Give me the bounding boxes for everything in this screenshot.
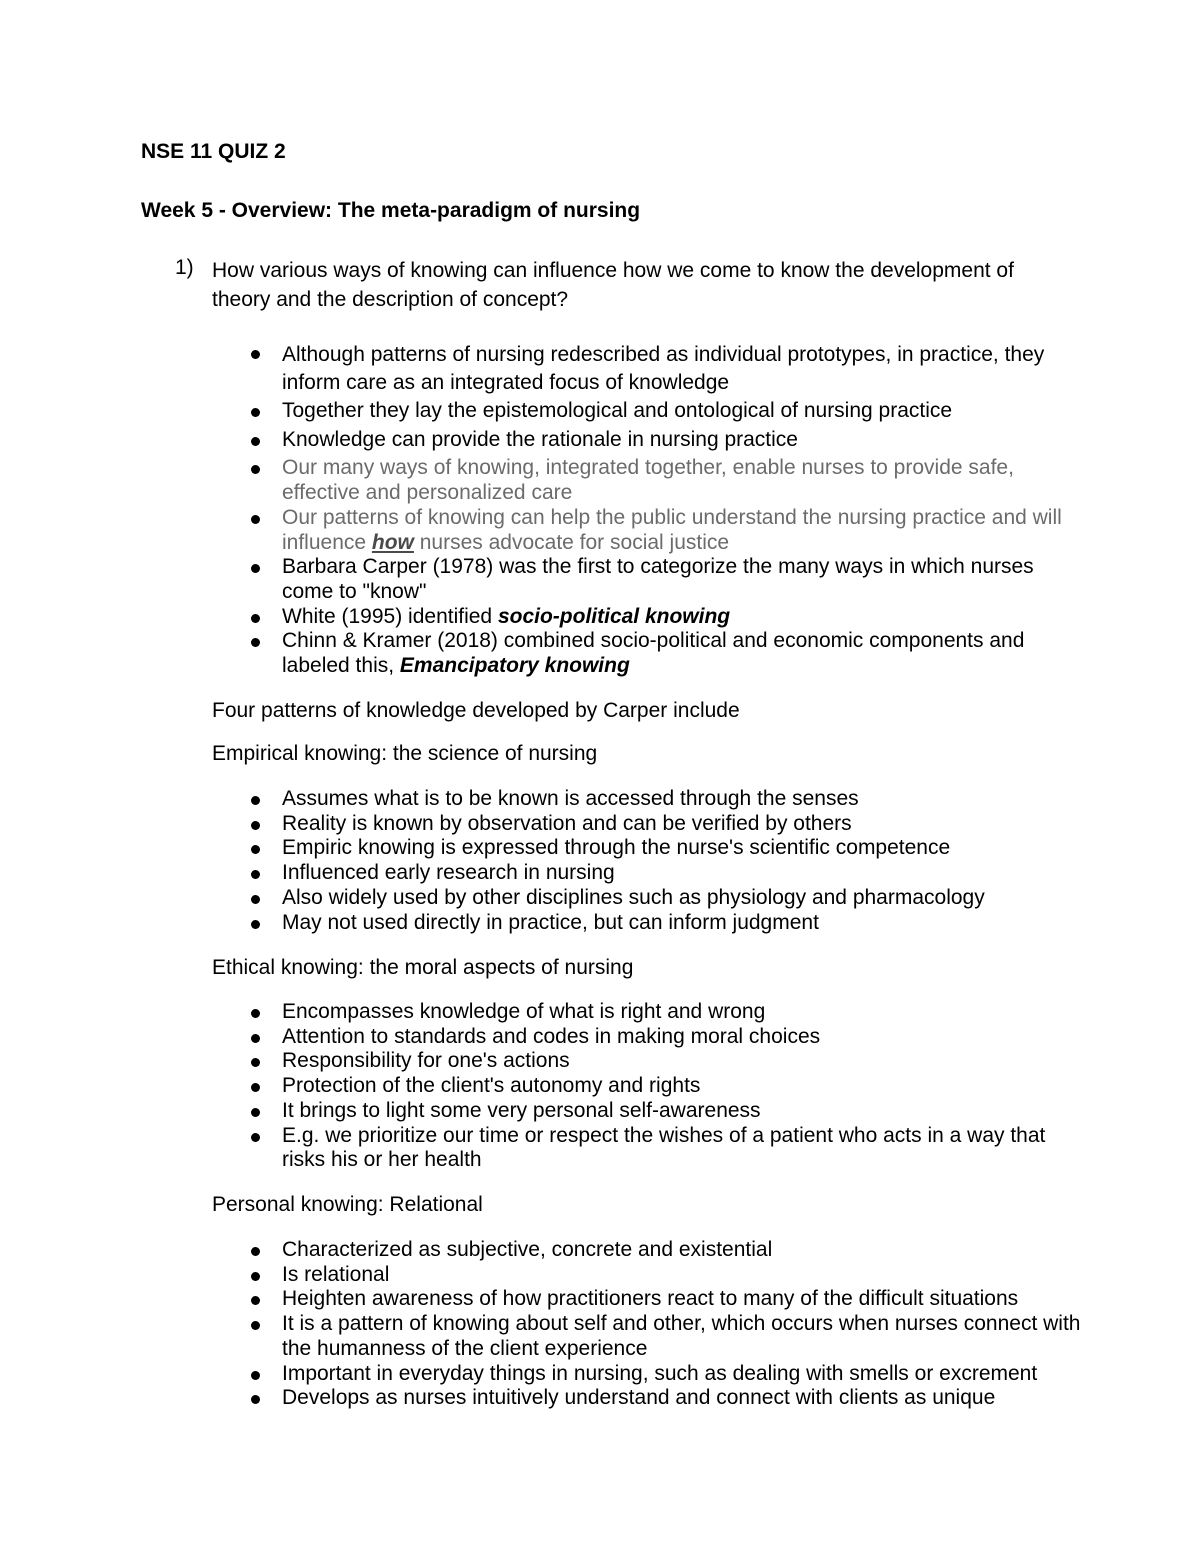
bullet-icon (251, 1321, 260, 1330)
personal-list (282, 1238, 1082, 1411)
bullet-icon (251, 465, 260, 474)
bullet-icon (251, 870, 260, 879)
list-item: Heighten awareness of how practitioners react to many of the difficult situations (282, 1287, 1082, 1312)
bullet-icon (251, 895, 260, 904)
list-item: Responsibility for one's actions (282, 1049, 1082, 1074)
empirical-heading: Empirical knowing: the science of nursing (212, 742, 598, 765)
list-item: Is relational (282, 1263, 1082, 1288)
list-item: Chinn & Kramer (2018) combined socio-political and economic components and labeled this, Emancipatory knowing (282, 629, 1082, 678)
list-item: Attention to standards and codes in making moral choices (282, 1025, 1082, 1050)
question-text: How various ways of knowing can influence how we come to know the development of theory and the description of concept? (212, 259, 1014, 311)
week-heading: Week 5 - Overview: The meta-paradigm of nursing (141, 199, 641, 222)
document-title: NSE 11 QUIZ 2 (141, 140, 286, 163)
list-item: Reality is known by observation and can be verified by others (282, 812, 1082, 837)
bullet-icon (251, 614, 260, 623)
bullet-icon (251, 350, 260, 359)
bullet-icon (251, 515, 260, 524)
list-item: Develops as nurses intuitively understand and connect with clients as unique (282, 1386, 1082, 1411)
bullet-icon (251, 1247, 260, 1256)
emphasis-emancipatory: Emancipatory knowing (399, 654, 630, 678)
list-item: Although patterns of nursing redescribed as individual prototypes, in practice, they inform care as an integrated focus of knowledge (282, 341, 1082, 397)
list-item: Knowledge can provide the rationale in nursing practice (282, 428, 1082, 453)
bullet-icon (251, 564, 260, 573)
list-item: May not used directly in practice, but can inform judgment (282, 911, 1082, 936)
list-item: Assumes what is to be known is accessed through the senses (282, 787, 1082, 812)
bullet-icon (251, 1133, 260, 1142)
list-item: Barbara Carper (1978) was the first to categorize the many ways in which nurses come to "know" (282, 555, 1082, 604)
list-item: Empiric knowing is expressed through the nurse's scientific competence (282, 836, 1082, 861)
list-item: Characterized as subjective, concrete and existential (282, 1238, 1082, 1263)
patterns-intro: Four patterns of knowledge developed by Carper include (212, 699, 740, 722)
bullet-icon (251, 1009, 260, 1018)
bullet-icon (251, 1296, 260, 1305)
bullet-icon (251, 638, 260, 647)
bullet-icon (251, 408, 260, 417)
bullet-icon (251, 1371, 260, 1380)
emphasis-how: how (371, 530, 414, 554)
list-item: Influenced early research in nursing (282, 861, 1082, 886)
emphasis-socio-political: socio-political knowing (497, 604, 731, 628)
bullet-icon (251, 845, 260, 854)
bullet-icon (251, 1034, 260, 1043)
list-item: Our many ways of knowing, integrated together, enable nurses to provide safe, effective and personalized care (282, 456, 1082, 505)
ethical-heading: Ethical knowing: the moral aspects of nursing (212, 956, 634, 979)
personal-heading: Personal knowing: Relational (212, 1193, 483, 1216)
list-item: It is a pattern of knowing about self and other, which occurs when nurses connect with the humanness of the client experience (282, 1312, 1082, 1361)
list-item: Important in everyday things in nursing, such as dealing with smells or excrement (282, 1362, 1082, 1387)
bullet-icon (251, 1272, 260, 1281)
question-number: 1) (175, 256, 194, 279)
bullet-icon (251, 1395, 260, 1404)
bullet-icon (251, 821, 260, 830)
bullet-icon (251, 796, 260, 805)
empirical-list (282, 787, 1082, 935)
bullet-icon (251, 920, 260, 929)
bullet-icon (251, 1058, 260, 1067)
list-item: It brings to light some very personal self-awareness (282, 1099, 1082, 1124)
list-item: E.g. we prioritize our time or respect the wishes of a patient who acts in a way that risks his or her health (282, 1124, 1082, 1173)
bullet-icon (251, 437, 260, 446)
question-bullet-list (282, 341, 1082, 679)
list-item: Protection of the client's autonomy and rights (282, 1074, 1082, 1099)
list-item: Encompasses knowledge of what is right and wrong (282, 1000, 1082, 1025)
list-item: Together they lay the epistemological and ontological of nursing practice (282, 399, 1082, 424)
list-item: Our patterns of knowing can help the public understand the nursing practice and will influence how nurses advocate for social justice (282, 506, 1082, 555)
bullet-icon (251, 1108, 260, 1117)
bullet-icon (251, 1083, 260, 1092)
list-item: Also widely used by other disciplines such as physiology and pharmacology (282, 886, 1082, 911)
ethical-list (282, 1000, 1082, 1173)
list-item: White (1995) identified socio-political knowing (282, 605, 1082, 630)
